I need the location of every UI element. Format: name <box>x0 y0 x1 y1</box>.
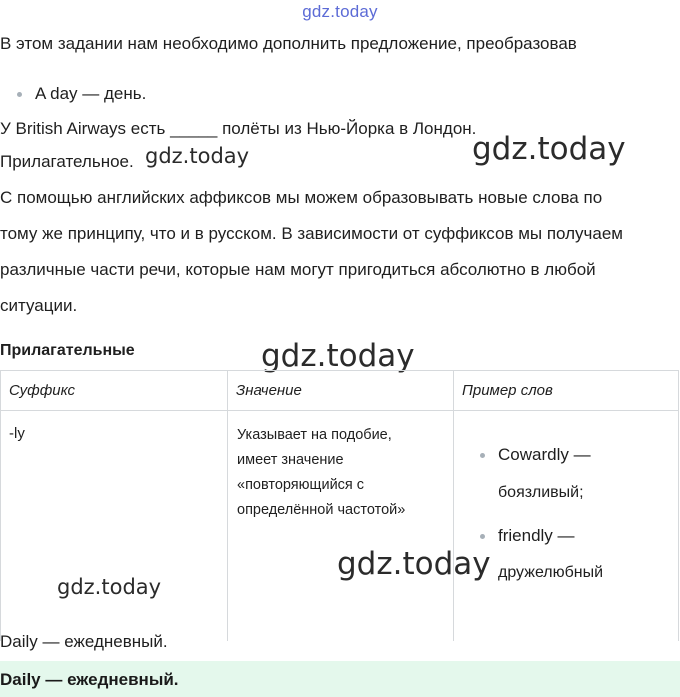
watermark: gdz.today <box>472 131 626 167</box>
bullet-marker <box>17 92 22 97</box>
section-heading: Прилагательные <box>0 342 135 359</box>
sentence-text: У British Airways есть _____ полёты из Нью-Йорка в Лондон. <box>0 119 477 138</box>
example-translation: дружелюбный <box>498 564 604 581</box>
watermark: gdz.today <box>57 575 162 599</box>
table-row <box>1 411 679 642</box>
answer-highlight <box>0 661 680 697</box>
bullet-item: A day — день. <box>35 84 147 103</box>
example-word: Cowardly — <box>498 445 591 464</box>
watermark: gdz.today <box>145 144 250 168</box>
watermark-top: gdz.today <box>302 2 378 21</box>
meaning-line: «повторяющийся с <box>237 477 365 493</box>
paragraph-line: ситуации. <box>0 296 78 315</box>
paragraph-line: С помощью английских аффиксов мы можем образовывать новые слова по <box>0 188 603 207</box>
bullet-marker <box>480 453 485 458</box>
part-of-speech: Прилагательное. <box>0 152 134 171</box>
intro-text: В этом задании нам необходимо дополнить предложение, преобразовав <box>0 34 577 53</box>
paragraph-line: тому же принципу, что и в русском. В зависимости от суффиксов мы получаем <box>0 224 623 243</box>
watermark: gdz.today <box>261 338 415 374</box>
example-translation: боязливый; <box>498 484 584 501</box>
table-header-row <box>1 371 679 411</box>
meaning-line: имеет значение <box>237 452 344 468</box>
watermark: gdz.today <box>337 546 491 582</box>
meaning-line: Указывает на подобие, <box>237 427 392 443</box>
example-word: friendly — <box>498 526 575 545</box>
suffix-table <box>0 370 679 641</box>
table-header-cell: Значение <box>228 371 454 411</box>
examples-cell <box>454 411 679 642</box>
suffix-cell: -ly <box>1 411 228 642</box>
table-header-cell: Суффикс <box>1 371 228 411</box>
paragraph-line: различные части речи, которые нам могут пригодиться абсолютно в любой <box>0 260 596 279</box>
bullet-marker <box>480 534 485 539</box>
answer-text: Daily — ежедневный. <box>0 632 168 651</box>
meaning-line: определённой частотой» <box>237 502 406 518</box>
meaning-cell <box>228 411 454 642</box>
table-header-cell: Пример слов <box>454 371 679 411</box>
answer-highlight-text: Daily — ежедневный. <box>0 670 179 689</box>
